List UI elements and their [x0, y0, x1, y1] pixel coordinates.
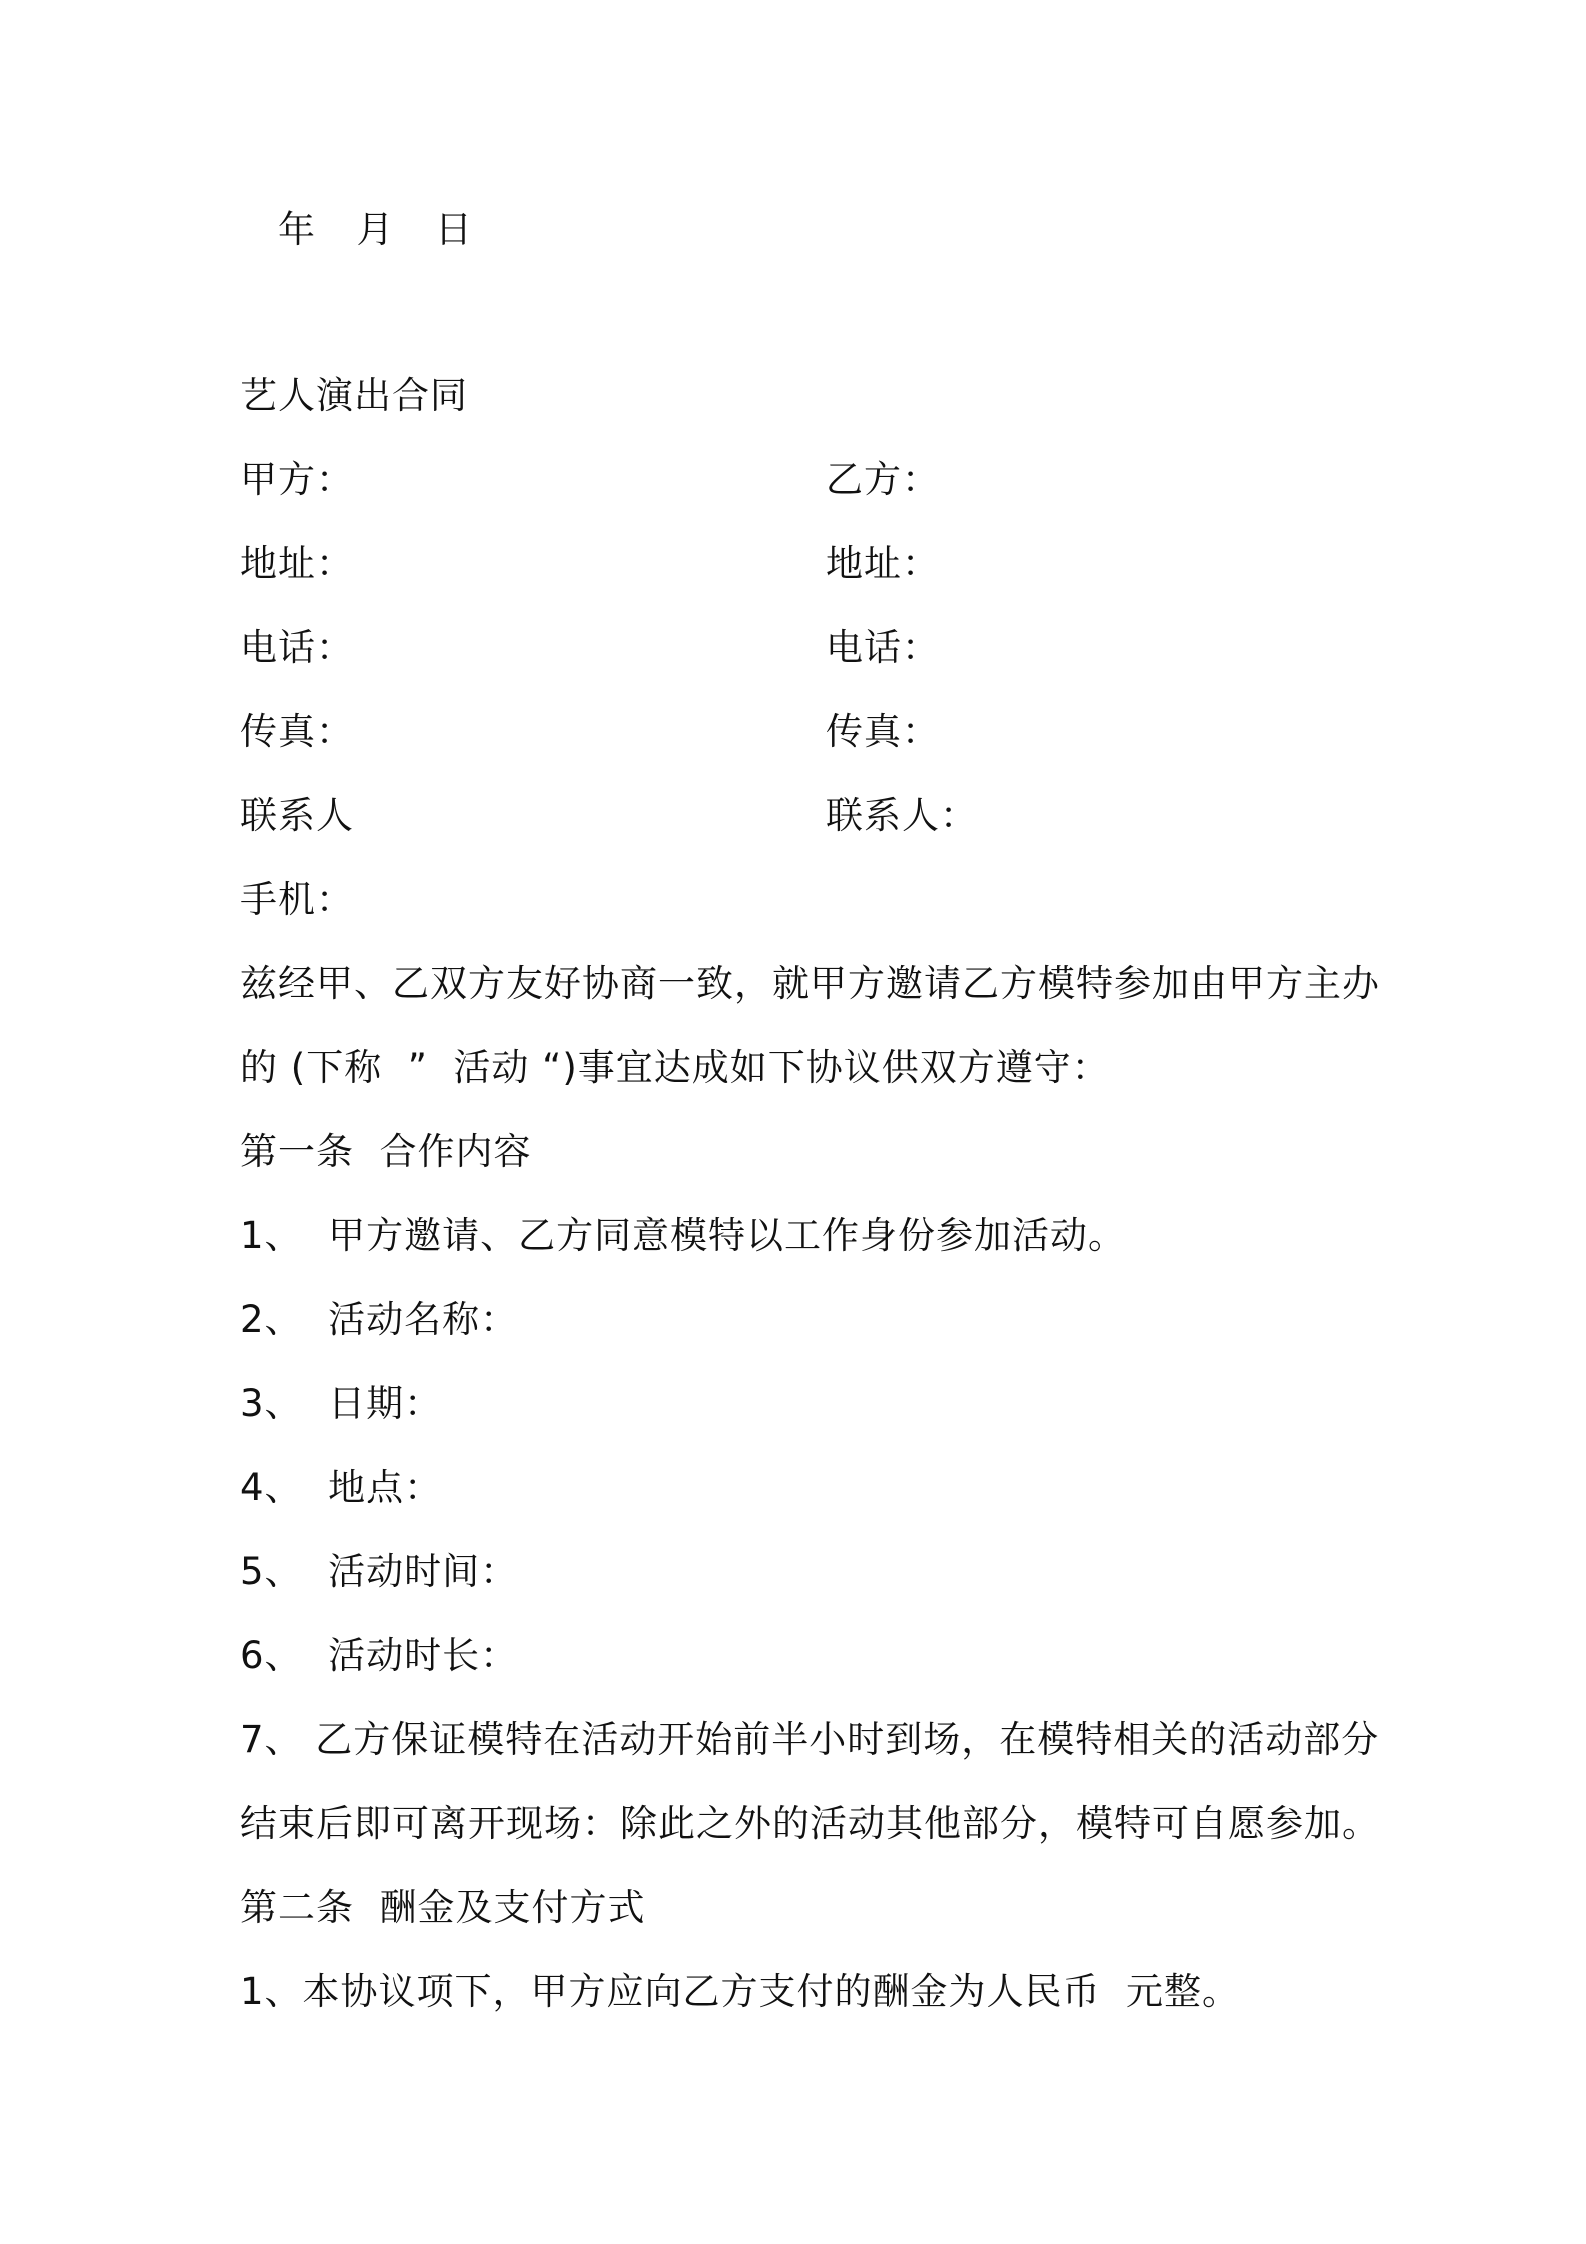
article-1-item-1: 1、 甲方邀请、乙方同意模特以工作身份参加活动。	[240, 1214, 1127, 1257]
article-1-item-6: 6、 活动时长：	[240, 1634, 519, 1677]
intro-line-2: 的 (下称 ” 活动 “)事宜达成如下协议供双方遵守：	[240, 1046, 1110, 1089]
party-b-phone-label: 电话：	[826, 626, 940, 669]
party-a-fax-label: 传真：	[240, 710, 354, 753]
intro-line-1: 兹经甲、乙双方友好协商一致，就甲方邀请乙方模特参加由甲方主办	[240, 962, 1380, 1005]
article-1-item-7-line-2: 结束后即可离开现场：除此之外的活动其他部分，模特可自愿参加。	[240, 1802, 1380, 1845]
article-2-heading: 第二条 酬金及支付方式	[240, 1886, 646, 1929]
party-b-label: 乙方：	[826, 458, 940, 501]
party-a-phone-label: 电话：	[240, 626, 354, 669]
date-line: 年 月 日	[278, 208, 479, 251]
party-b-contact-label: 联系人：	[826, 794, 978, 837]
party-b-address-label: 地址：	[826, 542, 940, 585]
article-1-item-7-line-1: 7、 乙方保证模特在活动开始前半小时到场，在模特相关的活动部分	[240, 1718, 1380, 1761]
article-1-item-2: 2、 活动名称：	[240, 1298, 519, 1341]
party-a-contact-label: 联系人	[240, 794, 354, 837]
article-1-heading: 第一条 合作内容	[240, 1130, 532, 1173]
article-1-item-4: 4、 地点：	[240, 1466, 443, 1509]
article-2-item-1: 1、本协议项下，甲方应向乙方支付的酬金为人民币 元整。	[240, 1970, 1241, 2013]
party-a-mobile-label: 手机：	[240, 878, 354, 921]
article-1-item-5: 5、 活动时间：	[240, 1550, 519, 1593]
document-title: 艺人演出合同	[240, 374, 468, 417]
party-a-label: 甲方：	[240, 458, 354, 501]
party-b-fax-label: 传真：	[826, 710, 940, 753]
party-a-address-label: 地址：	[240, 542, 354, 585]
article-1-item-3: 3、 日期：	[240, 1382, 443, 1425]
